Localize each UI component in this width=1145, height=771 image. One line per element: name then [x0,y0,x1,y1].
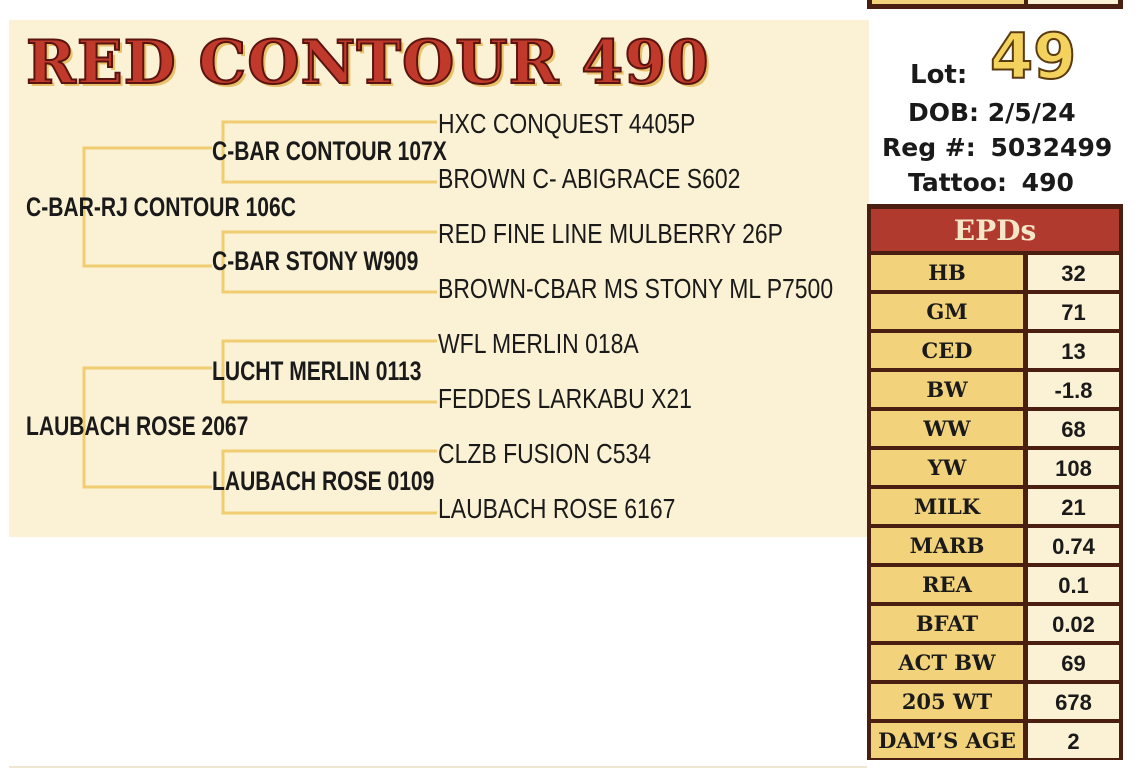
epd-name: YW [871,450,1023,485]
epd-value [1028,528,1119,563]
tattoo-row [908,168,1074,197]
epd-name: DAM’S AGE [871,723,1023,758]
epd-row [871,684,1119,719]
ggs-4: CLZB FUSION C534 [438,438,652,469]
dam-name: LAUBACH ROSE 2067 [26,411,249,441]
epd-name: WW [871,411,1023,446]
ggd-2: BROWN-CBAR MS STONY ML P7500 [438,273,834,304]
tattoo-value: 490 [1021,168,1074,197]
ggs-1: HXC CONQUEST 4405P [438,108,696,139]
epd-row [871,333,1119,368]
epd-row [871,606,1119,641]
epd-value-text: 71 [1061,300,1086,325]
epd-name: REA [871,567,1023,602]
epd-name: HB [871,255,1023,290]
dob-row [908,98,1076,127]
epd-value [1028,684,1119,719]
epd-value-text: 68 [1061,417,1086,442]
dam-sire-name: LUCHT MERLIN 0113 [212,356,422,386]
divider [9,766,867,768]
ggd-3: FEDDES LARKABU X21 [438,383,692,414]
epd-name: 205 WT [871,684,1023,719]
epd-row [871,372,1119,407]
epd-value [1028,645,1119,680]
animal-name: RED CONTOUR 490 [26,28,710,98]
epd-row [871,450,1119,485]
epd-name: BW [871,372,1023,407]
ggd-4: LAUBACH ROSE 6167 [438,493,676,524]
epd-value [1028,333,1119,368]
epd-table [867,204,1123,760]
reg-label: Reg #: [882,133,976,162]
epd-name: BFAT [871,606,1023,641]
epd-value-text: 0.02 [1052,612,1095,637]
epd-value [1028,567,1119,602]
epd-value [1028,294,1119,329]
epd-value-text: 69 [1061,651,1086,676]
epd-value-text: -1.8 [1054,378,1093,403]
epd-row [871,294,1119,329]
epd-value [1028,723,1119,758]
epd-row [871,255,1119,290]
epd-value-text: 21 [1061,495,1086,520]
epd-value-text: 108 [1055,456,1092,481]
sire-name: C-BAR-RJ CONTOUR 106C [26,192,296,222]
epd-row [871,489,1119,524]
epd-name: ACT BW [871,645,1023,680]
sire-dam-name: C-BAR STONY W909 [212,246,419,276]
lot-number: 49 [990,20,1077,93]
epd-value-text: 13 [1061,339,1086,364]
sire-sire-name: C-BAR CONTOUR 107X [212,136,447,166]
epd-value [1028,411,1119,446]
epd-name: MARB [871,528,1023,563]
reg-value: 5032499 [990,133,1113,162]
epd-row [871,645,1119,680]
epd-row [871,528,1119,563]
epd-value-text: 32 [1061,261,1086,286]
epd-table-title: EPDs [871,209,1119,251]
epd-row [871,567,1119,602]
previous-table-fragment [867,0,1123,9]
lot-label: Lot: [910,60,968,90]
tattoo-label: Tattoo: [908,168,1007,197]
epd-value-text: 0.1 [1058,573,1089,598]
reg-row [882,133,1112,162]
epd-name: CED [871,333,1023,368]
epd-value [1028,450,1119,485]
epd-name: MILK [871,489,1023,524]
ggs-2: RED FINE LINE MULBERRY 26P [438,218,783,249]
dob-value: 2/5/24 [987,98,1076,127]
epd-value-text: 0.74 [1052,534,1095,559]
ggd-1: BROWN C- ABIGRACE S602 [438,163,741,194]
epd-row [871,411,1119,446]
epd-value-text: 2 [1067,729,1080,754]
epd-value [1028,489,1119,524]
epd-name: GM [871,294,1023,329]
dam-dam-name: LAUBACH ROSE 0109 [212,466,435,496]
epd-value [1028,255,1119,290]
epd-value [1028,372,1119,407]
epd-row [871,723,1119,758]
epd-value [1028,606,1119,641]
ggs-3: WFL MERLIN 018A [438,328,639,359]
epd-value-text: 678 [1055,690,1092,715]
dob-label: DOB: [908,98,980,127]
